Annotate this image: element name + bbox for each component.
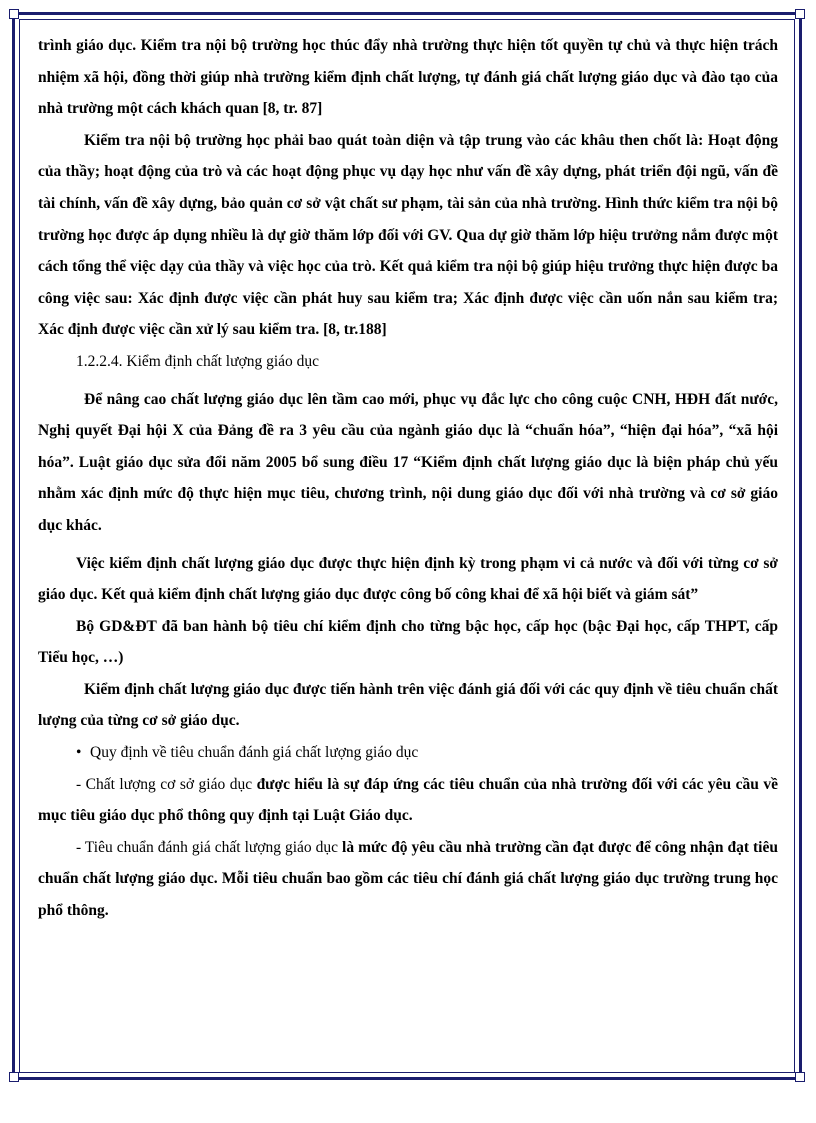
paragraph-quality-standard [38, 832, 778, 927]
paragraph-continued: trình giáo dục. Kiểm tra nội bộ trường học thúc đẩy nhà trường thực hiện tốt quyền tự chủ và thực hiện trách nhiệm xã hội, đồng thời giúp nhà trường kiểm định chất lượng, tự đánh giá chất lượng giáo dục và đào tạo của nhà trường một cách khách quan [8, tr. 87] [38, 37, 778, 118]
bullet-item [38, 737, 778, 769]
paragraph-ministry-criteria: Bộ GD&ĐT đã ban hành bộ tiêu chí kiểm định cho từng bậc học, cấp học (bậc Đại học, cấp THPT, cấp Tiểu học, …) [38, 617, 778, 667]
paragraph-accreditation-process: Kiểm định chất lượng giáo dục được tiến hành trên việc đánh giá đối với các quy định về tiêu chuẩn chất lượng của từng cơ sở giáo dục. [38, 680, 778, 730]
section-heading: 1.2.2.4. Kiểm định chất lượng giáo dục [76, 352, 320, 370]
paragraph-quality-standard-lead: - Tiêu chuẩn đánh giá chất lượng giáo dục [76, 838, 343, 856]
paragraph-school-quality [38, 769, 778, 832]
bullet-icon: • [76, 744, 82, 762]
bullet-text: Quy định về tiêu chuẩn đánh giá chất lượng giáo dục [90, 744, 419, 762]
paragraph-quality-standard-body: là mức độ yêu cầu nhà trường cần đạt được để công nhận đạt tiêu chuẩn chất lượng giáo dục. Mỗi tiêu chuẩn bao gồm các tiêu chí đánh giá chất lượng giáo dục trường trung học phổ thông. [38, 838, 778, 920]
paragraph-internal-inspection: Kiểm tra nội bộ trường học phải bao quát toàn diện và tập trung vào các khâu then chốt là: Hoạt động của thầy; hoạt động của trò và các hoạt động phục vụ dạy học như vấn đề xây dựng, phát triển đội ngũ, vấn đề tài chính, vấn đề xây dựng, bảo quản cơ sở vật chất sư phạm, tài sản của nhà trường. Hình thức kiểm tra nội bộ trường học được áp dụng nhiều là dự giờ thăm lớp đối với GV. Qua dự giờ thăm lớp hiệu trưởng nắm được một cách tổng thể việc dạy của thầy và việc học của trò. Kết quả kiểm tra nội bộ giúp hiệu trưởng thực hiện được ba công việc sau: Xác định được việc cần phát huy sau kiểm tra; Xác định được việc cần uốn nắn sau kiểm tra; Xác định được việc cần xử lý sau kiểm tra. [8, tr.188] [38, 131, 778, 339]
border-corner-top-right [795, 9, 805, 19]
border-corner-bottom-left [9, 1072, 19, 1082]
paragraph-school-quality-body: được hiểu là sự đáp ứng các tiêu chuẩn của nhà trường đối với các yêu cầu về mục tiêu giáo dục phổ thông quy định tại Luật Giáo dục. [38, 775, 778, 825]
border-corner-top-left [9, 9, 19, 19]
paragraph-school-quality-lead: - Chất lượng cơ sở giáo dục [76, 775, 257, 793]
paragraph-quality-accreditation: Để nâng cao chất lượng giáo dục lên tầm cao mới, phục vụ đắc lực cho công cuộc CNH, HĐH đất nước, Nghị quyết Đại hội X của Đảng đề ra 3 yêu cầu của ngành giáo dục là “chuẩn hóa”, “hiện đại hóa”, “xã hội hóa”. Luật giáo dục sửa đổi năm 2005 bổ sung điều 17 “Kiểm định chất lượng giáo dục là biện pháp chủ yếu nhằm xác định mức độ thực hiện mục tiêu, chương trình, nội dung giáo dục đối với nhà trường và cơ sở giáo dục khác. [38, 390, 778, 534]
document-body [38, 30, 778, 927]
border-corner-bottom-right [795, 1072, 805, 1082]
paragraph-periodic-accreditation: Việc kiểm định chất lượng giáo dục được thực hiện định kỳ trong phạm vi cả nước và đối với từng cơ sở giáo dục. Kết quả kiểm định chất lượng giáo dục được công bố công khai để xã hội biết và giám sát” [38, 554, 778, 604]
